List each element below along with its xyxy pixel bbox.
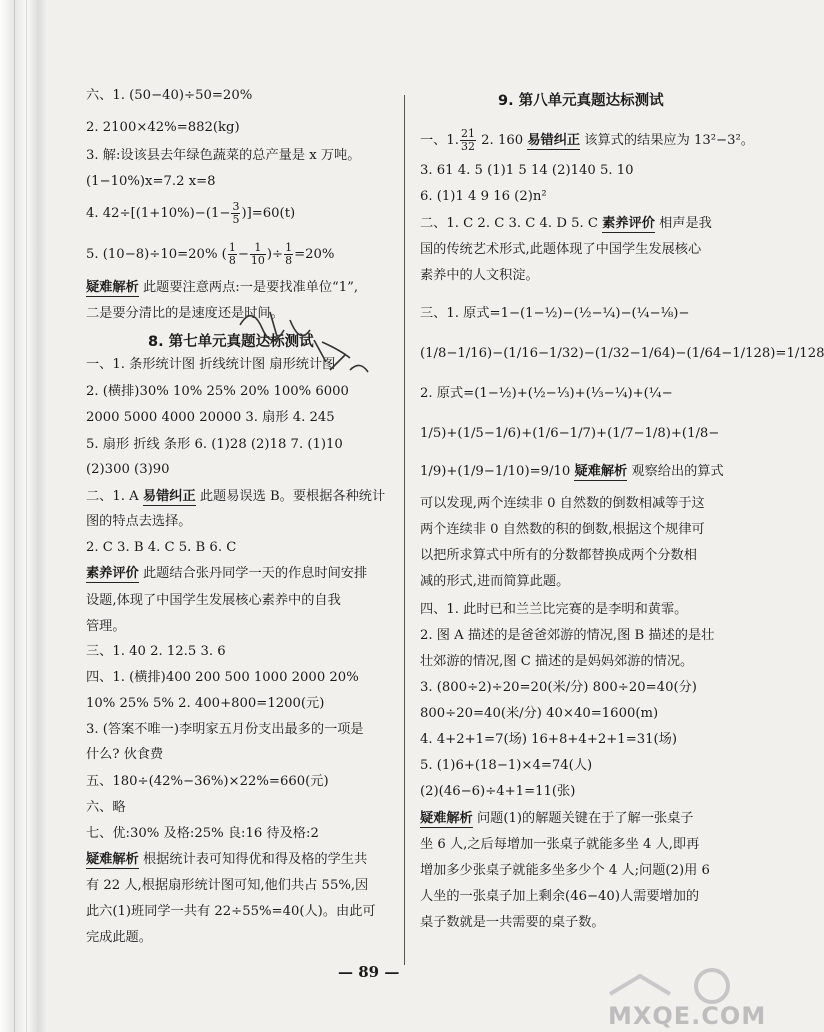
answer-line: 2. 2100×42%=882(kg) (86, 120, 240, 135)
text: )]=60(t) (241, 206, 296, 221)
answer-line: 800÷20=40(米/分) 40×40=1600(m) (420, 706, 659, 721)
answer-line: 桌子数就是一共需要的桌子数。 (420, 915, 605, 930)
binding-fold-line (14, 0, 15, 1032)
text: 相声是我 (659, 216, 712, 231)
fraction: $\frac{1}{10}$ (250, 241, 265, 267)
answer-line: 壮郊游的情况,图 C 描述的是妈妈郊游的情况。 (420, 654, 694, 669)
answer-line: 3. 解:设该县去年绿色蔬菜的总产量是 x 万吨。 (86, 148, 361, 163)
answer-line: 10% 25% 5% 2. 400+800=1200(元) (86, 696, 325, 711)
answer-line: 国的传统艺术形式,此题体现了中国学生发展核心 (420, 242, 702, 257)
answer-line (86, 278, 358, 298)
answer-line: 三、1. 40 2. 12.5 3. 6 (86, 644, 226, 659)
book-binding (0, 0, 48, 1032)
note-tag: 疑难解析 (86, 280, 139, 295)
text: 一、1. (420, 133, 459, 148)
answer-line: 六、略 (86, 800, 126, 815)
note-tag: 素养评价 (86, 566, 139, 581)
answer-line: 七、优:30% 及格:25% 良:16 待及格:2 (86, 826, 319, 841)
text: 根据统计表可知得优和得及格的学生共 (142, 852, 368, 867)
text: 5. (10−8)÷10=20% ( (86, 247, 227, 262)
answer-line: 以把所求算式中所有的分数都替换成两个分数相 (420, 548, 697, 563)
answer-line (420, 462, 724, 482)
answer-line (86, 201, 295, 226)
answer-line: 二是要分清比的是速度还是时间。 (86, 306, 284, 321)
answer-line: 图的特点去选择。 (86, 514, 192, 529)
answer-line: (1−10%)x=7.2 x=8 (86, 174, 216, 189)
text: 二、1. A (86, 489, 139, 504)
fraction: $\frac{1}{8}$ (285, 241, 293, 267)
answer-line: 6. (1)1 4 9 16 (2)n² (420, 189, 547, 204)
answer-line: 5. 扇形 折线 条形 6. (1)28 (2)18 7. (1)10 (86, 437, 343, 452)
note-tag: 易错纠正 (142, 489, 196, 504)
answer-line (420, 128, 754, 153)
text: 二、1. C 2. C 3. C 4. D 5. C (420, 216, 598, 231)
answer-line: 可以发现,两个连续非 0 自然数的倒数相减等于这 (420, 496, 705, 511)
text: 此题结合张丹同学一天的作息时间安排 (142, 566, 368, 581)
column-divider (404, 95, 405, 965)
answer-line: 2. 图 A 描述的是爸爸郊游的情况,图 B 描述的是壮 (420, 628, 715, 643)
answer-line: 一、1. 条形统计图 折线统计图 扇形统计图 (86, 357, 336, 372)
answer-line: (1/8−1/16)−(1/16−1/32)−(1/32−1/64)−(1/64−1/128)=1/128 (420, 346, 824, 361)
answer-line: 3. (800÷2)÷20=20(米/分) 800÷20=40(分) (420, 680, 697, 695)
answer-line (86, 487, 385, 507)
answer-line: (2)(46−6)÷4+1=11(张) (420, 784, 576, 799)
note-tag: 疑难解析 (574, 464, 628, 479)
text: 该算式的结果应为 13²−3²。 (584, 133, 754, 148)
answer-line: 2. C 3. B 4. C 5. B 6. C (86, 540, 237, 555)
watermark-text: MXQE.COM (608, 1002, 767, 1030)
answer-line: 减的形式,进而简算此题。 (420, 574, 570, 589)
answer-line: 2. 原式=(1−½)+(½−⅓)+(⅓−¼)+(¼− (420, 386, 673, 401)
text: 1/9)+(1/9−1/10)=9/10 (420, 464, 571, 479)
answer-line (86, 850, 367, 870)
section-title: 8. 第七单元真题达标测试 (148, 334, 314, 350)
text: 此题易误选 B。要根据各种统计 (199, 489, 386, 504)
text: )÷ (266, 247, 284, 262)
fraction: $\frac{21}{32}$ (460, 127, 475, 153)
answer-line: 5. (10−8)÷10=20% ( $\frac{1}{8}$ − $\frac{1}{10}$ )÷ $\frac{1}{8}$ =20% (86, 241, 335, 267)
answer-line: 此六(1)班同学一共有 22÷55%=40(人)。由此可 (86, 904, 376, 919)
answer-line (420, 809, 693, 829)
answer-line: (2)300 (3)90 (86, 462, 170, 477)
answer-line: 什么? 伙食费 (86, 747, 164, 762)
answer-line: 人坐的一张桌子加上剩余(46−40)人需要增加的 (420, 889, 700, 904)
answer-line: 管理。 (86, 619, 126, 634)
text: =20% (294, 247, 335, 262)
note-tag: 素养评价 (602, 216, 655, 231)
answer-line: 两个连续非 0 自然数的积的倒数,根据这个规律可 (420, 522, 705, 537)
fraction: $\frac{3}{5}$ (232, 200, 240, 226)
answer-line: 增加多少张桌子就能多坐多少个 4 人;问题(2)用 6 (420, 863, 710, 878)
answer-line: 完成此题。 (86, 930, 152, 945)
page-number: — 89 — (338, 963, 400, 981)
answer-line: 4. 4+2+1=7(场) 16+8+4+2+1=31(场) (420, 732, 678, 747)
answer-line: 5. (1)6+(18−1)×4=74(人) (420, 758, 593, 773)
answer-line: 2. (横排)30% 10% 25% 20% 100% 6000 (86, 384, 349, 399)
answer-line (420, 214, 712, 234)
pencil-scribble (230, 300, 380, 390)
text: 此题要注意两点:一是要找准单位“1”, (142, 280, 359, 295)
answer-line: 三、1. 原式=1−(1−½)−(½−¼)−(¼−⅛)− (420, 306, 690, 321)
section-title: 9. 第八单元真题达标测试 (498, 93, 664, 109)
answer-line: 2000 5000 4000 20000 3. 扇形 4. 245 (86, 410, 335, 425)
answer-line: 3. (答案不唯一)李明家五月份支出最多的一项是 (86, 722, 364, 737)
text: 4. 42÷[(1+10%)−(1− (86, 206, 231, 221)
answer-line: 设题,体现了中国学生发展核心素养中的自我 (86, 593, 341, 608)
fraction: $\frac{1}{8}$ (228, 241, 236, 267)
note-tag: 疑难解析 (420, 811, 473, 826)
answer-line: 四、1. (横排)400 200 500 1000 2000 20% (86, 670, 359, 685)
answer-line: 四、1. 此时已和兰兰比完赛的是李明和黄霏。 (420, 602, 688, 617)
answer-line: 六、1. (50−40)÷50=20% (86, 88, 253, 103)
text: 问题(1)的解题关键在于了解一张桌子 (476, 811, 694, 826)
text: 2. 160 (481, 133, 524, 148)
note-tag: 疑难解析 (86, 852, 139, 867)
answer-line: 坐 6 人,之后每增加一张桌子就能多坐 4 人,即再 (420, 837, 700, 852)
binding-fold-line (26, 0, 27, 1032)
answer-line: 3. 61 4. 5 (1)1 5 14 (2)140 5. 10 (420, 163, 634, 178)
answer-line: 素养中的人文积淀。 (420, 268, 539, 283)
answer-line: 1/5)+(1/5−1/6)+(1/6−1/7)+(1/7−1/8)+(1/8− (420, 426, 720, 441)
answer-line: 五、180÷(42%−36%)×22%=660(元) (86, 774, 329, 789)
text: 观察给出的算式 (631, 464, 724, 479)
note-tag: 易错纠正 (527, 133, 581, 148)
answer-line: 有 22 人,根据扇形统计图可知,他们共占 55%,因 (86, 878, 369, 893)
answer-line (86, 564, 367, 584)
